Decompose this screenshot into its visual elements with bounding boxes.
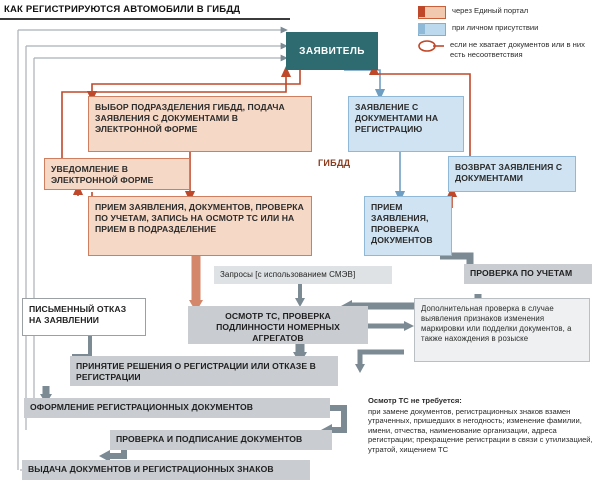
node-verify-sign-label: ПРОВЕРКА И ПОДПИСАНИЕ ДОКУМЕНТОВ bbox=[116, 434, 303, 444]
node-smev-requests[interactable] bbox=[214, 266, 392, 284]
legend-item-portal bbox=[418, 6, 596, 19]
node-verify-sign[interactable] bbox=[110, 430, 332, 450]
node-issue-docs[interactable] bbox=[24, 398, 330, 418]
node-inspection[interactable] bbox=[188, 306, 368, 344]
legend-label-portal: через Единый портал bbox=[452, 6, 529, 15]
node-written-refusal[interactable] bbox=[22, 298, 146, 336]
node-handover[interactable] bbox=[22, 460, 310, 480]
page-title: КАК РЕГИСТРИРУЮТСЯ АВТОМОБИЛИ В ГИБДД bbox=[4, 4, 241, 15]
node-select-division-label: ВЫБОР ПОДРАЗДЕЛЕНИЯ ГИБДД, ПОДАЧА ЗАЯВЛЕНИЯ С ДОКУМЕНТАМИ В ЭЛЕКТРОННОЙ ФОРМЕ bbox=[95, 102, 285, 134]
node-smev-requests-label: Запросы [с использованием СМЭВ] bbox=[220, 270, 356, 279]
legend bbox=[418, 6, 596, 64]
node-reception-check[interactable] bbox=[364, 196, 452, 256]
node-applicant-label: ЗАЯВИТЕЛЬ bbox=[299, 45, 365, 57]
node-return-application[interactable] bbox=[448, 156, 576, 192]
footnote-heading: Осмотр ТС не требуется: bbox=[368, 396, 462, 405]
node-select-division[interactable] bbox=[88, 96, 312, 152]
node-reception-check-label: ПРИЕМ ЗАЯВЛЕНИЯ, ПРОВЕРКА ДОКУМЕНТОВ bbox=[371, 202, 433, 245]
node-application-docs[interactable] bbox=[348, 96, 464, 152]
node-additional-check-label: Дополнительная проверка в случае выявления признаков изменения маркировки или подделки документов, а также нахождения в розыске bbox=[421, 304, 572, 343]
node-registry-check[interactable] bbox=[464, 264, 592, 284]
label-gibdd: ГИБДД bbox=[318, 158, 351, 168]
node-additional-check[interactable] bbox=[414, 298, 590, 362]
node-handover-label: ВЫДАЧА ДОКУМЕНТОВ И РЕГИСТРАЦИОННЫХ ЗНАКОВ bbox=[28, 464, 274, 474]
node-decision-label: ПРИНЯТИЕ РЕШЕНИЯ О РЕГИСТРАЦИИ ИЛИ ОТКАЗЕ В РЕГИСТРАЦИИ bbox=[76, 361, 316, 382]
node-decision[interactable] bbox=[70, 356, 338, 386]
node-notification-label: УВЕДОМЛЕНИЕ В ЭЛЕКТРОННОЙ ФОРМЕ bbox=[51, 164, 154, 185]
node-return-application-label: ВОЗВРАТ ЗАЯВЛЕНИЯ С ДОКУМЕНТАМИ bbox=[455, 162, 563, 183]
legend-item-missing-docs bbox=[418, 40, 596, 60]
node-issue-docs-label: ОФОРМЛЕНИЕ РЕГИСТРАЦИОННЫХ ДОКУМЕНТОВ bbox=[30, 402, 254, 412]
node-application-docs-label: ЗАЯВЛЕНИЕ С ДОКУМЕНТАМИ НА РЕГИСТРАЦИЮ bbox=[355, 102, 439, 134]
legend-swatch-portal-icon bbox=[418, 6, 446, 19]
legend-swatch-missing-docs-icon bbox=[418, 40, 444, 51]
footnote bbox=[368, 396, 594, 455]
node-registry-check-label: ПРОВЕРКА ПО УЧЕТАМ bbox=[470, 268, 573, 278]
node-written-refusal-label: ПИСЬМЕННЫЙ ОТКАЗ НА ЗАЯВЛЕНИИ bbox=[29, 304, 127, 325]
node-reception-electronic-label: ПРИЕМ ЗАЯВЛЕНИЯ, ДОКУМЕНТОВ, ПРОВЕРКА ПО УЧЕТАМ, ЗАПИСЬ НА ОСМОТР ТС ИЛИ НА ПРИЕМ В ПОДРАЗДЕЛЕНИЕ bbox=[95, 202, 304, 234]
footnote-body: при замене документов, регистрационных знаков взамен утраченных, пришедших в негодность; изменение фамилии, имени, отчества, наименование организации, адреса регистрации; прекращение регистрации в связи с утилизацией, утратой, хищением ТС bbox=[368, 406, 593, 454]
legend-item-in-person bbox=[418, 23, 596, 36]
legend-swatch-in-person-icon bbox=[418, 23, 446, 36]
node-notification[interactable] bbox=[44, 158, 190, 190]
node-reception-electronic[interactable] bbox=[88, 196, 312, 256]
legend-label-missing-docs: если не хватает документов или в них есть несоответствия bbox=[450, 40, 585, 59]
node-inspection-label: ОСМОТР ТС, ПРОВЕРКА ПОДЛИННОСТИ НОМЕРНЫХ АГРЕГАТОВ bbox=[216, 311, 340, 343]
node-applicant[interactable] bbox=[286, 32, 378, 70]
legend-label-in-person: при личном присутствии bbox=[452, 23, 539, 32]
